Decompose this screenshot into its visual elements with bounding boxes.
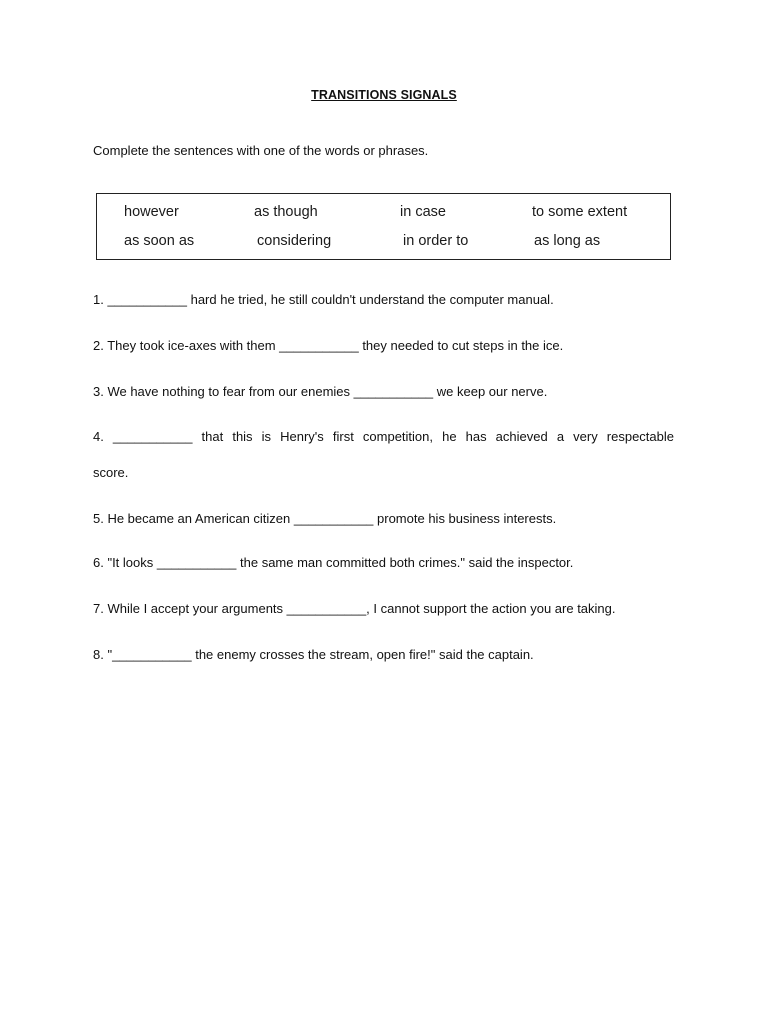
word-option: in order to <box>403 233 469 249</box>
word-option: in case <box>400 204 446 220</box>
exercise-sentence-6: 6. "It looks ___________ the same man committed both crimes." said the inspector. <box>93 555 574 570</box>
exercise-sentence-1: 1. ___________ hard he tried, he still couldn't understand the computer manual. <box>93 292 554 307</box>
exercise-sentence-5: 5. He became an American citizen ___________ promote his business interests. <box>93 511 557 526</box>
word-option: considering <box>257 233 332 249</box>
word-box <box>96 193 671 260</box>
page-title: TRANSITIONS SIGNALS <box>311 88 457 102</box>
exercise-sentence-4: 4. ___________ that this is Henry's first competition, he has achieved a very respectable <box>93 429 674 444</box>
word-option: as long as <box>534 233 601 249</box>
instruction-text: Complete the sentences with one of the words or phrases. <box>93 143 429 158</box>
exercise-sentence-4-continuation: score. <box>93 465 129 480</box>
word-option: as soon as <box>124 233 195 249</box>
exercise-sentence-8: 8. "___________ the enemy crosses the stream, open fire!" said the captain. <box>93 647 534 662</box>
exercise-sentence-3: 3. We have nothing to fear from our enemies ___________ we keep our nerve. <box>93 384 548 399</box>
exercise-sentence-7: 7. While I accept your arguments ___________, I cannot support the action you are taking. <box>93 601 616 616</box>
word-option: as though <box>254 204 318 220</box>
word-option: to some extent <box>532 204 628 220</box>
exercise-sentence-2: 2. They took ice-axes with them ___________ they needed to cut steps in the ice. <box>93 338 564 353</box>
word-option: however <box>124 204 179 220</box>
